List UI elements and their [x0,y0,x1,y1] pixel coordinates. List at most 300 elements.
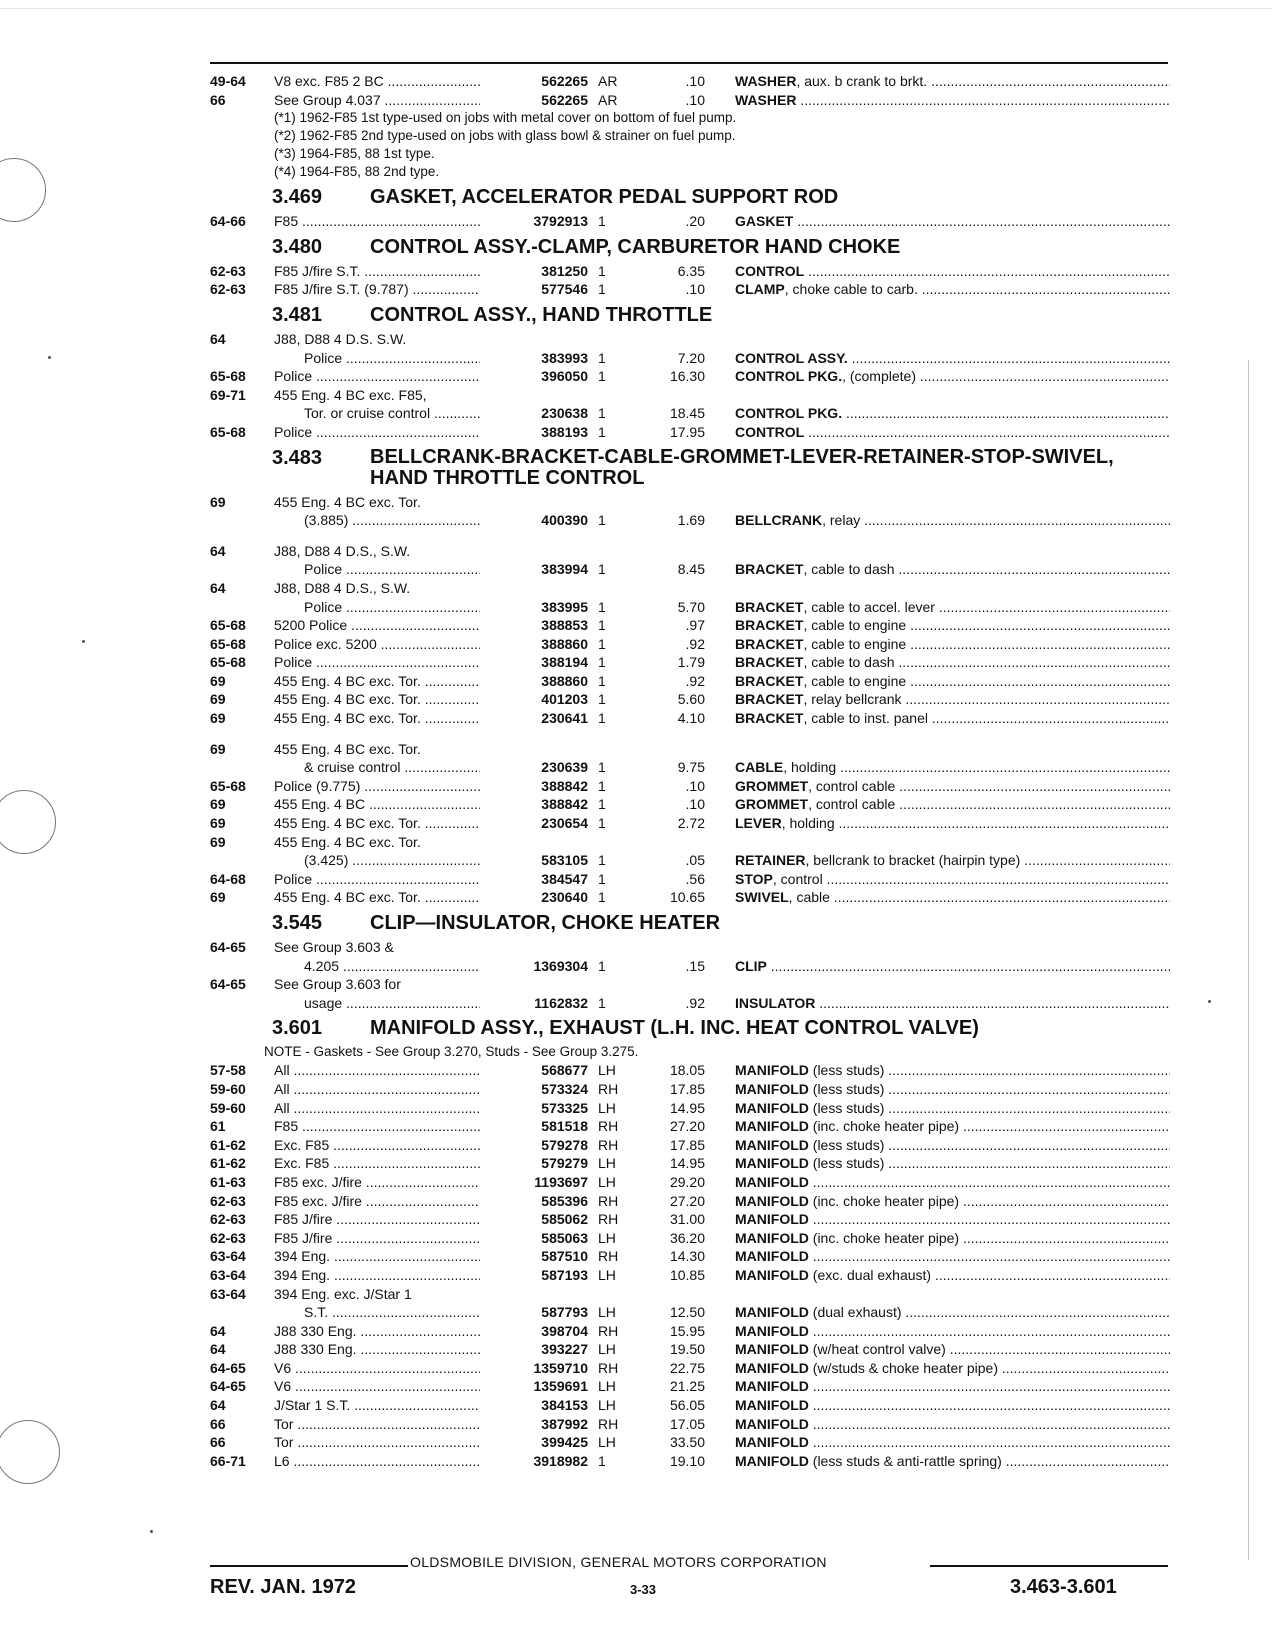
part-detail: (exc. dual exhaust) [808,1266,932,1283]
section-number: 3.545 [272,912,323,934]
part-name: BRACKET [735,672,804,689]
part-number: 387992 [541,1415,588,1432]
footer-rule-left [210,1565,408,1567]
model-year: 64-66 [210,213,246,230]
part-row [210,1136,1170,1155]
quantity: 1 [598,617,606,634]
application: 455 Eng. 4 BC exc. Tor. [274,740,421,757]
part-number: 1193697 [534,1173,588,1190]
application: See Group 4.037 ..... [274,91,480,110]
part-number: 383995 [541,598,588,615]
price: 5.70 [677,598,705,615]
binder-hole-middle [0,790,56,854]
part-row [210,91,1170,110]
quantity: LH [598,1173,616,1190]
part-name: MANIFOLD [735,1452,809,1469]
part-row [210,1377,1170,1396]
model-year: 69 [210,833,226,850]
description [735,635,1170,654]
application: See Group 3.603 & [274,939,394,955]
part-name: CONTROL [735,423,805,440]
application: Police ..... [274,653,480,672]
part-row [210,1415,1170,1434]
quantity: LH [598,1397,616,1414]
price: 19.10 [669,1452,705,1469]
quantity: 1 [598,870,606,887]
model-year: 69-71 [210,386,246,403]
application: 455 Eng. 4 BC exc. F85, [274,386,427,403]
application: J88, D88 4 D.S., S.W. [274,542,411,559]
part-detail: , bellcrank to bracket (hairpin type) [805,852,1021,869]
price: 15.95 [669,1322,705,1339]
description [735,690,1170,709]
model-year: 69 [210,493,226,510]
model-year: 69 [210,815,226,832]
description [735,616,1170,635]
description [735,795,1170,814]
part-row [210,1322,1170,1341]
part-row [210,1192,1170,1211]
price: 8.45 [677,561,705,578]
price: .10 [685,91,705,108]
section-title: BELLCRANK-BRACKET-CABLE-GROMMET-LEVER-RETAINER-STOP-SWIVEL, HAND THROTTLE CONTROL [370,445,1114,489]
part-name: MANIFOLD [735,1266,809,1283]
quantity: RH [598,1192,619,1209]
quantity: 1 [598,262,606,279]
quantity: 1 [598,281,606,298]
part-number: 573325 [541,1099,588,1116]
quantity: RH [598,1211,619,1228]
quantity: 1 [598,635,606,652]
description [735,1080,1170,1099]
description [735,1359,1170,1378]
part-number: 388853 [541,617,588,634]
description [735,349,1170,368]
quantity: RH [598,1118,619,1135]
application: V8 exc. F85 2 BC ..... [274,72,480,91]
model-year: 63-64 [210,1266,246,1283]
part-number: 1359710 [533,1359,588,1376]
part-row [210,493,1170,512]
part-row [210,635,1170,654]
model-year: 64-65 [210,1359,246,1376]
part-name: MANIFOLD [735,1378,809,1395]
quantity: LH [598,1341,616,1358]
quantity: 1 [598,777,606,794]
part-number: 388860 [541,672,588,689]
part-row [210,833,1170,852]
footnote: (*2) 1962-F85 2nd type-used on jobs with glass bowl & strainer on fuel pump. [274,128,736,144]
part-number: 230638 [541,405,588,422]
model-year: 64-68 [210,870,246,887]
part-name: MANIFOLD [735,1173,809,1190]
price: 4.10 [677,710,705,727]
footnote: (*4) 1964-F85, 88 2nd type. [274,164,440,180]
part-number: 388842 [541,777,588,794]
quantity: AR [598,91,618,108]
section-heading [210,181,1170,212]
part-detail: , cable to engine [803,617,907,634]
part-name: BRACKET [735,654,804,671]
part-number: 388860 [541,635,588,652]
section-heading [210,442,1170,493]
model-year: 61-62 [210,1136,246,1153]
price: 17.95 [669,423,705,440]
part-row [210,542,1170,561]
price: 27.20 [669,1118,705,1135]
description [735,1099,1170,1118]
part-number: 401203 [541,691,588,708]
part-number: 400390 [541,512,588,529]
price: 56.05 [669,1397,705,1414]
quantity: 1 [598,1452,606,1469]
description [735,709,1170,728]
part-number: 3918982 [533,1452,588,1469]
description [735,1061,1170,1080]
part-number: 3792913 [533,213,588,230]
application: Police ..... [274,870,480,889]
model-year: 64 [210,542,226,559]
part-name: SWIVEL [735,889,789,906]
section-number: 3.601 [272,1017,323,1040]
part-row [210,1173,1170,1192]
part-number: 579279 [541,1155,588,1172]
part-row [210,1266,1170,1285]
part-number: 381250 [541,262,588,279]
section-title: CLIP—INSULATOR, CHOKE HEATER [370,912,721,934]
quantity: LH [598,1378,616,1395]
quantity: 1 [598,759,606,776]
application: 455 Eng. 4 BC exc. Tor. [274,493,421,510]
price: 1.79 [677,654,705,671]
part-row [210,1452,1170,1471]
footer-company: OLDSMOBILE DIVISION, GENERAL MOTORS CORPORATION [410,1554,827,1570]
price: .15 [685,957,705,974]
part-number: 579278 [541,1136,588,1153]
part-row [210,349,1170,368]
part-number: 577546 [541,281,588,298]
part-detail: , (complete) [842,368,916,385]
application: L6 ..... [274,1452,480,1471]
section-title: MANIFOLD ASSY., EXHAUST (L.H. INC. HEAT CONTROL VALVE) [370,1017,979,1040]
application: J88 330 Eng. ..... [274,1322,480,1341]
part-detail: , control cable [808,796,896,813]
quantity: 1 [598,957,606,974]
scan-speck [82,640,85,643]
part-row [210,616,1170,635]
part-number: 581518 [541,1118,588,1135]
description [735,404,1170,423]
description [735,598,1170,617]
part-detail: , control cable [808,777,896,794]
parts-list [210,72,1170,1470]
part-number: 388194 [541,654,588,671]
group-range: 3.463-3.601 [1010,1576,1117,1598]
part-row [210,1247,1170,1266]
application: Tor. or cruise control ..... [304,404,480,423]
description [735,1117,1170,1136]
part-name: MANIFOLD [735,1062,809,1079]
part-detail: , holding [781,815,835,832]
part-number: 396050 [541,368,588,385]
part-detail: , cable to inst. panel [803,710,928,727]
part-row [210,758,1170,777]
scan-scratch [0,8,1272,9]
part-row [210,262,1170,281]
description [735,1266,1170,1285]
part-name: MANIFOLD [735,1304,809,1321]
model-year: 65-68 [210,617,246,634]
section-number: 3.481 [272,303,323,326]
part-number: 587793 [541,1304,588,1321]
application: (3.425) ..... [304,851,480,870]
model-year: 65-68 [210,423,246,440]
part-name: BRACKET [735,561,804,578]
price: .92 [685,672,705,689]
part-name: LEVER [735,815,782,832]
part-name: MANIFOLD [735,1080,809,1097]
description [735,1136,1170,1155]
part-row [210,1061,1170,1080]
description [735,1452,1170,1471]
application: Tor ..... [274,1415,480,1434]
binder-hole-bottom [0,1420,60,1484]
application: J88 330 Eng. ..... [274,1340,480,1359]
part-detail: , choke cable to carb. [784,281,918,298]
description [735,758,1170,777]
model-year: 65-68 [210,777,246,794]
application: S.T. ..... [304,1303,480,1322]
quantity: LH [598,1155,616,1172]
part-name: MANIFOLD [735,1118,809,1135]
part-number: 573324 [541,1080,588,1097]
description [735,1433,1170,1452]
application: 455 Eng. 4 BC ..... [274,795,480,814]
part-number: 230641 [541,710,588,727]
model-year: 69 [210,672,226,689]
part-detail: (less studs & anti-rattle spring) [808,1452,1002,1469]
part-detail: (less studs) [808,1136,885,1153]
part-name: GASKET [735,213,794,230]
section-heading [210,299,1170,330]
model-year: 64-65 [210,976,246,993]
model-year: 69 [210,710,226,727]
price: 36.20 [669,1229,705,1246]
scan-speck [48,356,51,359]
description [735,1415,1170,1434]
part-name: MANIFOLD [735,1359,809,1376]
part-row [210,560,1170,579]
part-row [210,938,1170,957]
model-year: 62-63 [210,1192,246,1209]
application: V6 ..... [274,1377,480,1396]
application: All ..... [274,1099,480,1118]
section-note: NOTE - Gaskets - See Group 3.270, Studs - See Group 3.275. [264,1044,639,1060]
description [735,91,1170,110]
application: All ..... [274,1080,480,1099]
quantity: RH [598,1248,619,1265]
part-row [210,367,1170,386]
quantity: 1 [598,561,606,578]
part-row [210,1080,1170,1099]
description [735,1377,1170,1396]
part-number: 587193 [541,1266,588,1283]
price: 31.00 [669,1211,705,1228]
part-name: GROMMET [735,796,809,813]
part-detail: (less studs) [808,1062,885,1079]
quantity: 1 [598,405,606,422]
part-number: 1359691 [533,1378,588,1395]
quantity: LH [598,1434,616,1451]
top-rule [210,62,1168,64]
part-row [210,423,1170,442]
price: 2.72 [677,815,705,832]
part-row [210,851,1170,870]
part-row [210,994,1170,1013]
model-year: 63-64 [210,1285,246,1302]
application: Police ..... [304,560,480,579]
part-detail: , cable to engine [803,635,907,652]
model-year: 62-63 [210,262,246,279]
description [735,511,1170,530]
model-year: 64 [210,330,226,347]
price: .10 [685,73,705,89]
model-year: 64 [210,1322,226,1339]
part-detail: , relay bellcrank [803,691,902,708]
part-number: 585062 [541,1211,588,1228]
quantity: 1 [598,213,606,230]
quantity: 1 [598,349,606,366]
description [735,1322,1170,1341]
price: 18.05 [669,1062,705,1079]
part-name: BELLCRANK [735,512,823,529]
part-name: MANIFOLD [735,1434,809,1451]
price: 17.85 [669,1080,705,1097]
price: .10 [685,796,705,813]
part-detail: (inc. choke heater pipe) [808,1192,960,1209]
description [735,1192,1170,1211]
footnote: (*3) 1964-F85, 88 1st type. [274,146,435,162]
part-detail: , cable to dash [803,654,895,671]
part-name: RETAINER [735,852,806,869]
price: 14.95 [669,1155,705,1172]
quantity: 1 [598,852,606,869]
part-name: MANIFOLD [735,1322,809,1339]
model-year: 64-65 [210,1378,246,1395]
application: J88, D88 4 D.S. S.W. [274,330,407,347]
part-detail: , cable to accel. lever [803,598,935,615]
application: F85 J/fire S.T. ..... [274,262,480,281]
application: Police ..... [274,367,480,386]
part-number: 388193 [541,423,588,440]
part-row [210,777,1170,796]
price: 17.05 [669,1415,705,1432]
model-year: 69 [210,889,226,906]
section-number: 3.483 [272,446,323,469]
quantity: 1 [598,512,606,529]
part-row [210,1303,1170,1322]
part-name: CLAMP [735,281,785,298]
part-row [210,511,1170,530]
part-name: STOP [735,870,773,887]
description [735,1210,1170,1229]
part-number: 398704 [541,1322,588,1339]
description [735,870,1170,889]
part-row [210,870,1170,889]
description [735,1396,1170,1415]
application: 394 Eng. exc. J/Star 1 [274,1285,412,1302]
part-name: BRACKET [735,691,804,708]
part-number: 230639 [541,759,588,776]
application: (3.885) ..... [304,511,480,530]
application: Police exc. 5200 ..... [274,635,480,654]
binder-hole-top [0,158,46,222]
model-year: 57-58 [210,1062,246,1079]
application: F85 ..... [274,1117,480,1136]
model-year: 65-68 [210,654,246,671]
part-row [210,709,1170,728]
model-year: 65-68 [210,368,246,385]
model-year: 59-60 [210,1080,246,1097]
quantity: RH [598,1080,619,1097]
section-heading [210,231,1170,262]
quantity: RH [598,1359,619,1376]
part-name: MANIFOLD [735,1248,809,1265]
part-detail: , cable [788,889,830,906]
price: 14.30 [669,1248,705,1265]
application: Tor ..... [274,1433,480,1452]
quantity: RH [598,1136,619,1153]
price: 27.20 [669,1192,705,1209]
part-name: CONTROL PKG. [735,405,843,422]
model-year: 61-63 [210,1173,246,1190]
application: F85 exc. J/fire ..... [274,1192,480,1211]
application: F85 J/fire ..... [274,1210,480,1229]
price: 10.65 [669,889,705,906]
part-number: 585063 [541,1229,588,1246]
application: 455 Eng. 4 BC exc. Tor. ..... [274,814,480,833]
description [735,777,1170,796]
model-year: 66 [210,1434,226,1451]
part-number: 568677 [541,1062,588,1079]
quantity: LH [598,1062,616,1079]
description [735,1247,1170,1266]
part-number: 587510 [541,1248,588,1265]
footer-revision: REV. JAN. 1972 [210,1576,357,1598]
part-row [210,795,1170,814]
application: See Group 3.603 for [274,976,401,993]
quantity: 1 [598,598,606,615]
application: Police (9.775) ..... [274,777,480,796]
quantity: LH [598,1099,616,1116]
part-row [210,1285,1170,1304]
scan-speck [1208,1000,1211,1003]
part-detail: (w/heat control valve) [808,1341,946,1358]
part-name: MANIFOLD [735,1136,809,1153]
part-row [210,1154,1170,1173]
part-number: 562265 [541,73,588,89]
part-name: GROMMET [735,777,809,794]
description [735,957,1170,976]
part-name: CONTROL [735,262,805,279]
part-detail: (dual exhaust) [808,1304,902,1321]
quantity: 1 [598,654,606,671]
application: Police ..... [304,598,480,617]
price: .56 [685,870,705,887]
model-year: 69 [210,796,226,813]
model-year: 66-71 [210,1452,246,1469]
quantity: AR [598,73,618,89]
